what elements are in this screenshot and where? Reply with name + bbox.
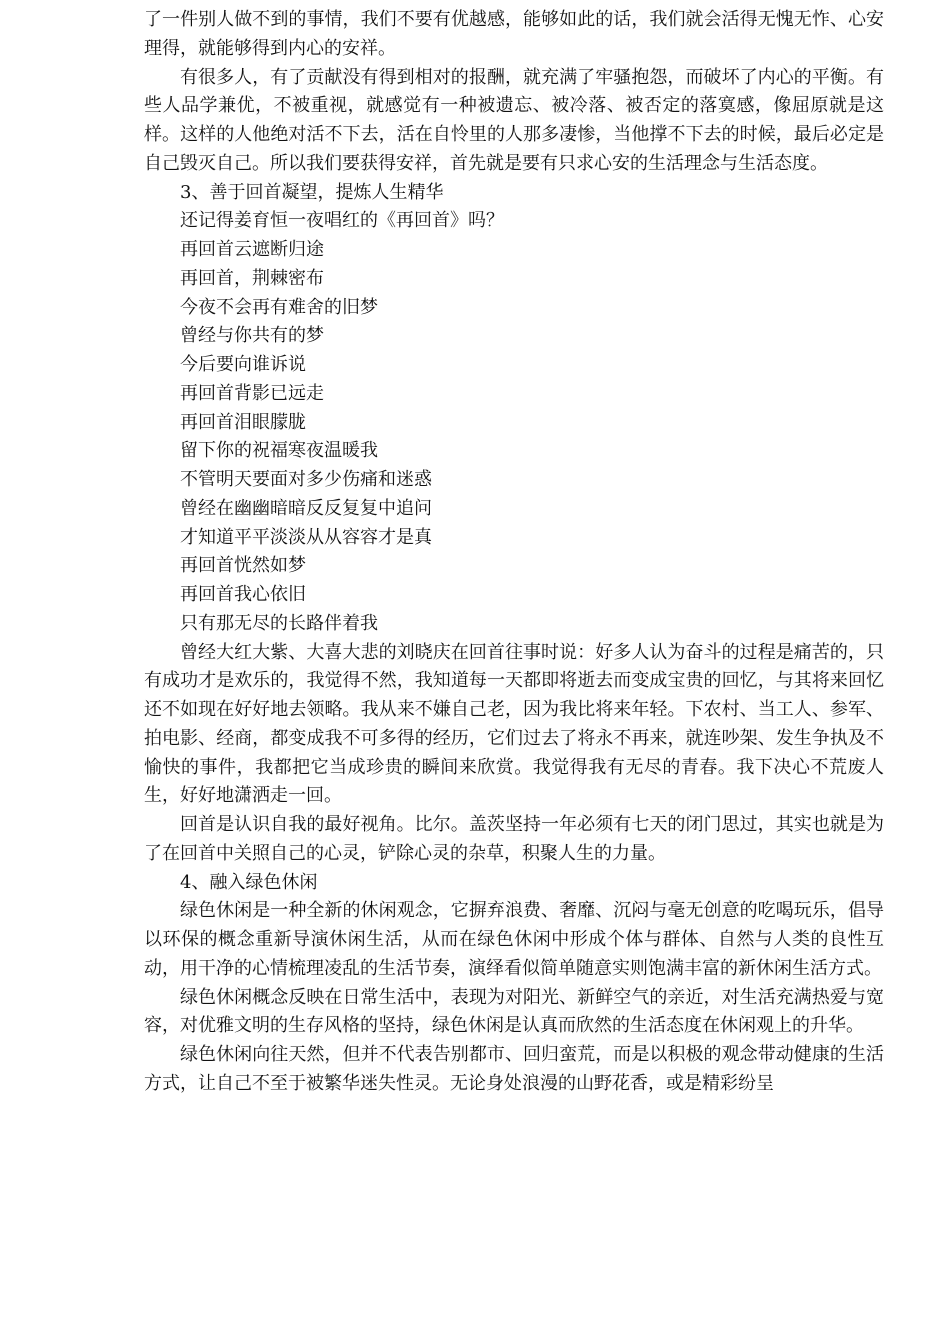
paragraph-green-leisure-1: 绿色休闲是一种全新的休闲观念，它摒弃浪费、奢靡、沉闷与毫无创意的吃喝玩乐，倡导以环保的概念重新导演休闲生活，从而在绿色休闲中形成个体与群体、自然与人类的良性互动，用干净的心情梳理凌乱的生活节奏，演绎看似简单随意实则饱满丰富的新休闲生活方式。 — [144, 900, 884, 979]
lyric-line: 留下你的祝福寒夜温暖我 — [180, 440, 378, 462]
lyrics-block — [144, 236, 884, 639]
lyric-line: 再回首泪眼朦胧 — [180, 411, 306, 433]
lyric-line: 今后要向谁诉说 — [180, 354, 306, 375]
section-heading-3: 3、善于回首凝望，提炼人生精华 — [180, 181, 444, 203]
paragraph-bill-gates: 回首是认识自我的最好视角。比尔。盖茨坚持一年必须有七天的闭门思过，其实也就是为了在回首中关照自己的心灵，铲除心灵的杂草，积聚人生的力量。 — [144, 814, 884, 864]
lyric-line: 再回首云遮断归途 — [180, 239, 324, 260]
paragraph-green-leisure-2: 绿色休闲概念反映在日常生活中，表现为对阳光、新鲜空气的亲近，对生活充满热爱与宽容，对优雅文明的生存风格的坚持，绿色休闲是认真而欣然的生活态度在休闲观上的升华。 — [144, 986, 884, 1037]
paragraph-liu-xiaoqing: 曾经大红大紫、大喜大悲的刘晓庆在回首往事时说：好多人认为奋斗的过程是痛苦的，只有成功才是欢乐的，我觉得不然，我知道每一天都即将逝去而变成宝贵的回忆，与其将来回忆还不如现在好好地去领略。我从来不嫌自己老，因为我比将来年轻。下农村、当工人、参军、拍电影、经商，都变成我不可多得的经历，它们过去了将永不再来，就连吵架、发生争执及不愉快的事件，我都把它当成珍贵的瞬间来欣赏。我觉得我有无尽的青春。我下决心不荒废人生，好好地潇洒走一回。 — [144, 641, 884, 807]
lyric-line: 再回首背影已远走 — [180, 382, 324, 404]
lyric-line: 只有那无尽的长路伴着我 — [180, 612, 378, 634]
lyric-line: 再回首，荆棘密布 — [180, 267, 324, 289]
paragraph-1: 了一件别人做不到的事情，我们不要有优越感，能够如此的话，我们就会活得无愧无怍、心安理得，就能够得到内心的安祥。 — [144, 9, 884, 59]
lyric-line: 今夜不会再有难舍的旧梦 — [180, 296, 378, 318]
lyric-line: 曾经与你共有的梦 — [180, 325, 324, 347]
lyric-line: 再回首恍然如梦 — [180, 555, 306, 577]
paragraph-2: 有很多人，有了贡献没有得到相对的报酬，就充满了牢骚抱怨，而破坏了内心的平衡。有些人品学兼优，不被重视，就感觉有一种被遗忘、被冷落、被否定的落寞感，像屈原就是这样。这样的人他绝对活不下去，活在自怜里的人那多凄惨，当他撑不下去的时候，最后必定是自己毁灭自己。所以我们要获得安祥，首先就是要有只求心安的生活理念与生活态度。 — [144, 66, 884, 174]
document-page — [144, 6, 884, 1099]
lyric-line: 曾经在幽幽暗暗反反复复中追问 — [180, 497, 432, 519]
lyric-line: 再回首我心依旧 — [180, 584, 306, 605]
lyric-line: 不管明天要面对多少伤痛和迷惑 — [180, 469, 432, 490]
lyric-line: 才知道平平淡淡从从容容才是真 — [180, 526, 432, 548]
paragraph-green-leisure-3: 绿色休闲向往天然，但并不代表告别都市、回归蛮荒，而是以积极的观念带动健康的生活方式，让自己不至于被繁华迷失性灵。无论身处浪漫的山野花香，或是精彩纷呈 — [144, 1044, 884, 1094]
section-heading-4: 4、融入绿色休闲 — [180, 871, 318, 893]
paragraph-song-intro: 还记得姜育恒一夜唱红的《再回首》吗？ — [180, 210, 504, 232]
